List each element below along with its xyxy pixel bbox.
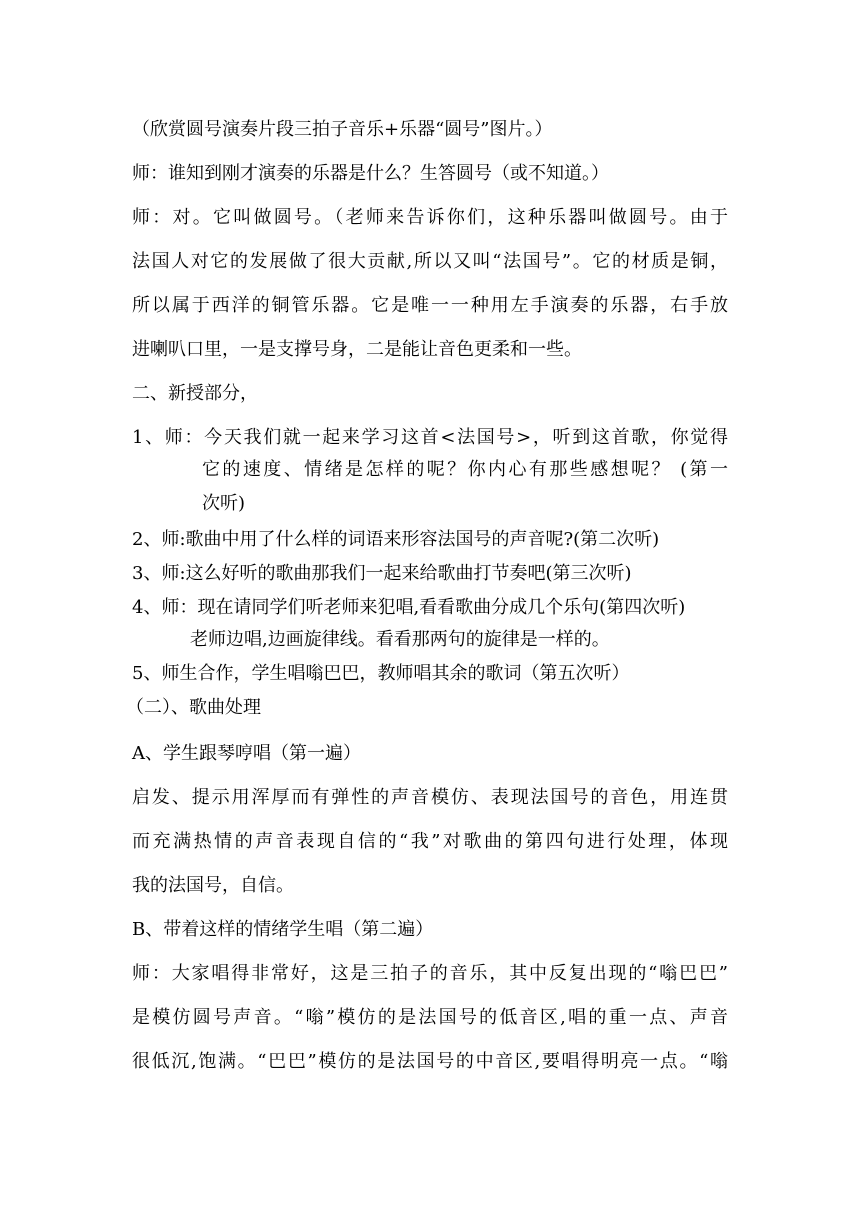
step-b-line1: 师：大家唱得非常好，这是三拍子的音乐，其中反复出现的“嗡巴巴” [132,963,728,984]
step-a-line1: 启发、提示用浑厚而有弹性的声音模仿、表现法国号的音色，用连贯 [132,787,728,808]
step-a-line2: 而充满热情的声音表现自信的“我”对歌曲的第四句进行处理，体现 [132,831,728,852]
list-item-1-line2: 它的速度、情绪是怎样的呢？你内心有那些感想呢？ (第一 [202,459,728,480]
paragraph-horn-intro-line4: 进喇叭口里，一是支撑号身，二是能让音色更柔和一些。 [132,339,582,360]
paragraph-horn-intro-line1: 师：对。它叫做圆号。（老师来告诉你们，这种乐器叫做圆号。由于 [132,207,728,228]
list-item-1-line1: 1、师：今天我们就一起来学习这首<法国号>，听到这首歌，你觉得 [132,427,728,448]
list-item-3: 3、师:这么好听的歌曲那我们一起来给歌曲打节奏吧(第三次听) [132,563,632,584]
section-heading-new-lesson: 二、新授部分， [132,383,258,404]
list-item-1-line3: 次听) [202,493,246,514]
step-b-title: B、带着这样的情绪学生唱（第二遍） [132,919,434,940]
step-b-line2: 是模仿圆号声音。“嗡”模仿的是法国号的低音区,唱的重一点、声音 [132,1007,728,1028]
paragraph-appreciation: （欣赏圆号演奏片段三拍子音乐+乐器“圆号”图片。） [132,119,553,140]
step-a-line3: 我的法国号，自信。 [132,875,294,896]
list-item-2: 2、师:歌曲中用了什么样的词语来形容法国号的声音呢?(第二次听) [132,529,660,550]
paragraph-horn-intro-line2: 法国人对它的发展做了很大贡献,所以又叫“法国号”。它的材质是铜， [132,251,728,272]
step-a-title: A、学生跟琴哼唱（第一遍） [132,743,361,764]
paragraph-question: 师：谁知到刚才演奏的乐器是什么？生答圆号（或不知道。） [132,163,609,184]
list-item-4-line2: 老师边唱,边画旋律线。看看那两句的旋律是一样的。 [190,629,610,650]
section-heading-song-processing: （二）、歌曲处理 [126,697,261,718]
step-b-line3: 很低沉,饱满。“巴巴”模仿的是法国号的中音区,要唱得明亮一点。“嗡 [132,1051,728,1072]
list-item-4-line1: 4、师：现在请同学们听老师来犯唱,看看歌曲分成几个乐句(第四次听) [132,597,686,618]
paragraph-horn-intro-line3: 所以属于西洋的铜管乐器。它是唯一一种用左手演奏的乐器，右手放 [132,295,728,316]
list-item-5: 5、师生合作，学生唱嗡巴巴，教师唱其余的歌词（第五次听） [132,663,630,684]
